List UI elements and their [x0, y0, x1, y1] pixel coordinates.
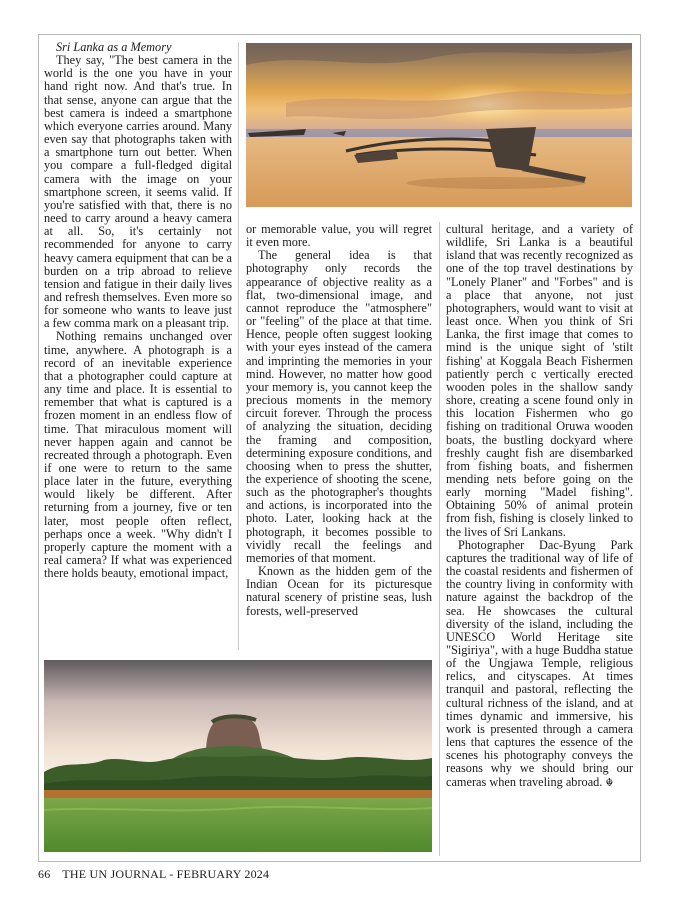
- col2-paragraph-1: or memorable value, you will regret it even more.: [246, 223, 432, 250]
- end-mark-icon: ☬: [605, 776, 614, 789]
- col3-paragraph-2: [446, 539, 633, 790]
- publication-name: THE UN JOURNAL - FEBRUARY 2024: [62, 867, 270, 881]
- column-divider-2: [439, 222, 440, 856]
- col2-paragraph-3: Known as the hidden gem of the Indian Ocean for its picturesque natural scenery of pristine seas, lush forests, well-preserved: [246, 564, 432, 618]
- col1-paragraph-1: They say, "The best camera in the world is the one you have in your hand right now. And that's true. In that sense, anyone can argue that the best camera is indeed a smartphone which everyone carries around. Many even say that photographs taken with a smartphone turn out better. When you compare a full-fledged digital camera with the image on your smartphone screen, it seems valid. If you're satisfied with that, there is no need to carry around a heavy camera at all. So, it's certainly not recommended for anyone to carry heavy camera equipment that can be a burden on a trip abroad to relieve tension and fatigue in their daily lives and refresh themselves. Even more so for someone who wants to leave just a few comma mark on a pleasant trip.: [44, 53, 232, 331]
- column-3: [446, 223, 633, 859]
- col3-paragraph-2-text: Photographer Dac-Byung Park captures the traditional way of life of the coastal residents and fishermen of the country living in conformity with nature against the backdrop of the sea. He showcases the cultural diversity of the island, including the UNESCO World Heritage site "Sigiriya", with a huge Buddha statue of the Ungjawa Temple, religious relics, and cityscapes. At times tranquil and pastoral, reflecting the cultural richness of the island, and at times dynamic and immersive, his work is presented through a camera lens that captures the essence of the scenes his photography conveys the reasons why we should bring our cameras when traveling abroad.: [446, 537, 633, 789]
- col1-paragraph-2: Nothing remains unchanged over time, anywhere. A photograph is a record of an inevitable experience that a photographer could capture at any time and place. It is essential to remember that what is captured is a frozen moment in an endless flow of time. That miraculous moment will never happen again and cannot be recreated through a photograph. Even if one were to return to the same place later in the future, everything would likely be different. After returning from a journey, five or ten later, most people often reflect, perhaps once a week. "Why didn't I properly capture the moment with a real camera? If what was experienced there holds beauty, emotional impact,: [44, 329, 232, 581]
- section-kicker: Sri Lanka as a Memory: [56, 41, 172, 54]
- column-divider-1: [238, 42, 239, 650]
- page-number: 66: [38, 867, 51, 881]
- sigiriya-rock-photo: [44, 660, 432, 852]
- column-2: [246, 223, 432, 655]
- col3-paragraph-1: cultural heritage, and a variety of wildlife, Sri Lanka is a beautiful island that was recently recognized as one of the top travel destinations by "Lonely Planer" and "Forbes" and is a place that anyone, not just photographers, would want to visit at least once. When you think of Sri Lanka, the first image that comes to mind is the unique sight of 'stilt fishing' at Koggala Beach Fishermen patiently perch c vertically erected wooden poles in the shallow sandy shore, creating a scene found only in this location Fishermen who go fishing on traditional Oruwa wooden boats, the bustling dockyard where freshly caught fish are disembarked from fishing boats, and fishermen mending nets before going on the early morning "Madel fishing". Obtaining 50% of animal protein from fish, fishing is closely linked to the lives of Sri Lankans.: [446, 223, 633, 539]
- page-footer: [38, 867, 281, 882]
- beach-sunset-photo: [246, 43, 632, 207]
- col2-paragraph-2: The general idea is that photography only records the appearance of objective reality as a flat, two-dimensional image, and cannot reproduce the "atmosphere" or "feeling" of the place at that time. Hence, people often suggest looking with your eyes instead of the camera and imprinting the memories in your mind. However, no matter how good your memory is, you cannot keep the precious moments in the memory circuit forever. Through the process of analyzing the situation, deciding the framing and composition, determining exposure conditions, and choosing when to press the shutter, the experience of shooting the scene, such as the photographer's thoughts and actions, is incorporated into the photo. Later, looking hack at the photograph, it becomes possible to vividly recall the feelings and memories of that moment.: [246, 248, 432, 565]
- column-1: [44, 41, 232, 653]
